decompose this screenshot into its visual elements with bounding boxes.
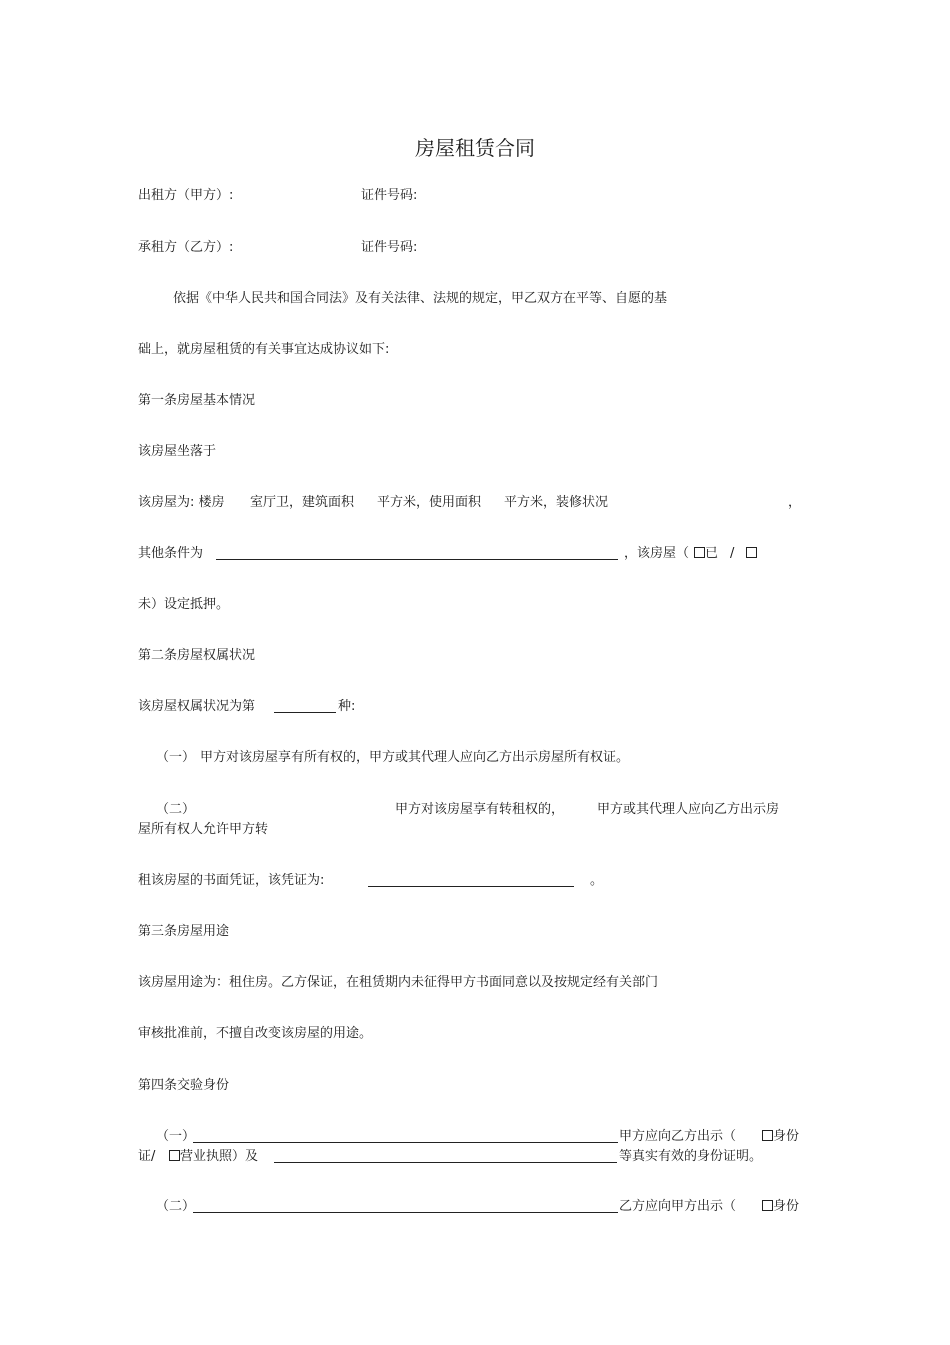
identity-item-2-a: 乙方应向甲方出示（ [619,1199,737,1214]
identity-item-1-line2-blank[interactable] [274,1149,617,1168]
ownership-item-2-num: （二） [156,802,196,817]
house-desc-a: 该房屋为: 楼房 [138,495,225,510]
identity-item-1-num: （一） [156,1129,196,1144]
article-4-heading: 第四条交验身份 [138,1078,230,1093]
checkbox-icon [169,1150,180,1161]
ownership-item-2-line-2: 屋所有权人允许甲方转 [138,822,269,837]
mortgage-slash: / [730,546,735,561]
ownership-item-2-text-b: 甲方或其代理人应向乙方出示房 [597,802,780,817]
identity-item-2-blank[interactable] [193,1199,618,1218]
ownership-status-b: 种: [338,699,356,714]
identity-item-1-line2-a: 证/ [138,1149,156,1164]
checkbox-icon [762,1130,773,1141]
identity-item-1-line2-c: 等真实有效的身份证明。 [619,1149,763,1164]
article-1-heading: 第一条房屋基本情况 [138,393,256,408]
mortgage-option-no[interactable] [746,546,757,562]
identity-item-1-blank[interactable] [193,1129,618,1148]
checkbox-icon [762,1200,773,1211]
lessee-id-label: 证件号码: [361,240,418,255]
house-desc-d: 平方米，装修状况 [504,495,609,510]
lessee-label: 承租方（乙方）: [138,240,234,255]
ownership-status-a: 该房屋权属状况为第 [138,699,256,714]
checkbox-icon [694,547,705,558]
checkbox-icon [746,547,757,558]
house-desc-comma: ， [788,495,802,510]
house-desc-b: 室厅卫，建筑面积 [250,495,355,510]
ownership-item-2-line-3: 租该房屋的书面凭证，该凭证为: [138,873,325,888]
identity-item-2-num: （二） [156,1199,196,1214]
certificate-blank[interactable] [368,873,574,892]
identity-item-1-id-option[interactable]: 身份 [762,1129,799,1145]
article-3-heading: 第三条房屋用途 [138,924,230,939]
other-conditions-blank[interactable] [216,546,618,565]
house-desc-c: 平方米，使用面积 [377,495,482,510]
certificate-end: 。 [590,873,604,888]
ownership-type-blank[interactable] [274,699,336,718]
document-title: 房屋租赁合同 [415,136,535,160]
intro-line-2: 础上，就房屋租赁的有关事宜达成协议如下: [138,342,390,357]
lessor-label: 出租方（甲方）: [138,188,234,203]
identity-item-1-license-option[interactable]: 营业执照）及 [169,1149,258,1165]
intro-line-1: 依据《中华人民共和国合同法》及有关法律、法规的规定，甲乙双方在平等、自愿的基 [173,291,668,306]
lessor-id-label: 证件号码: [361,188,418,203]
ownership-item-1-text: 甲方对该房屋享有所有权的，甲方或其代理人应向乙方出示房屋所有权证。 [200,750,630,765]
usage-line-2: 审核批准前，不擅自改变该房屋的用途。 [138,1026,373,1041]
mortgage-suffix: 未）设定抵押。 [138,597,230,612]
identity-item-2-id-option[interactable]: 身份 [762,1199,799,1215]
ownership-item-1-num: （一） [156,750,196,765]
identity-item-1-a: 甲方应向乙方出示（ [619,1129,737,1144]
mortgage-prefix: ，该房屋（ [624,546,690,561]
house-location: 该房屋坐落于 [138,444,217,459]
article-2-heading: 第二条房屋权属状况 [138,648,256,663]
other-conditions-label: 其他条件为 [138,546,204,561]
ownership-item-2-text-a: 甲方对该房屋享有转租权的， [395,802,565,817]
mortgage-option-yes[interactable]: 已 [694,546,718,562]
usage-line-1: 该房屋用途为：租住房。乙方保证，在租赁期内未征得甲方书面同意以及按规定经有关部门 [138,975,659,990]
